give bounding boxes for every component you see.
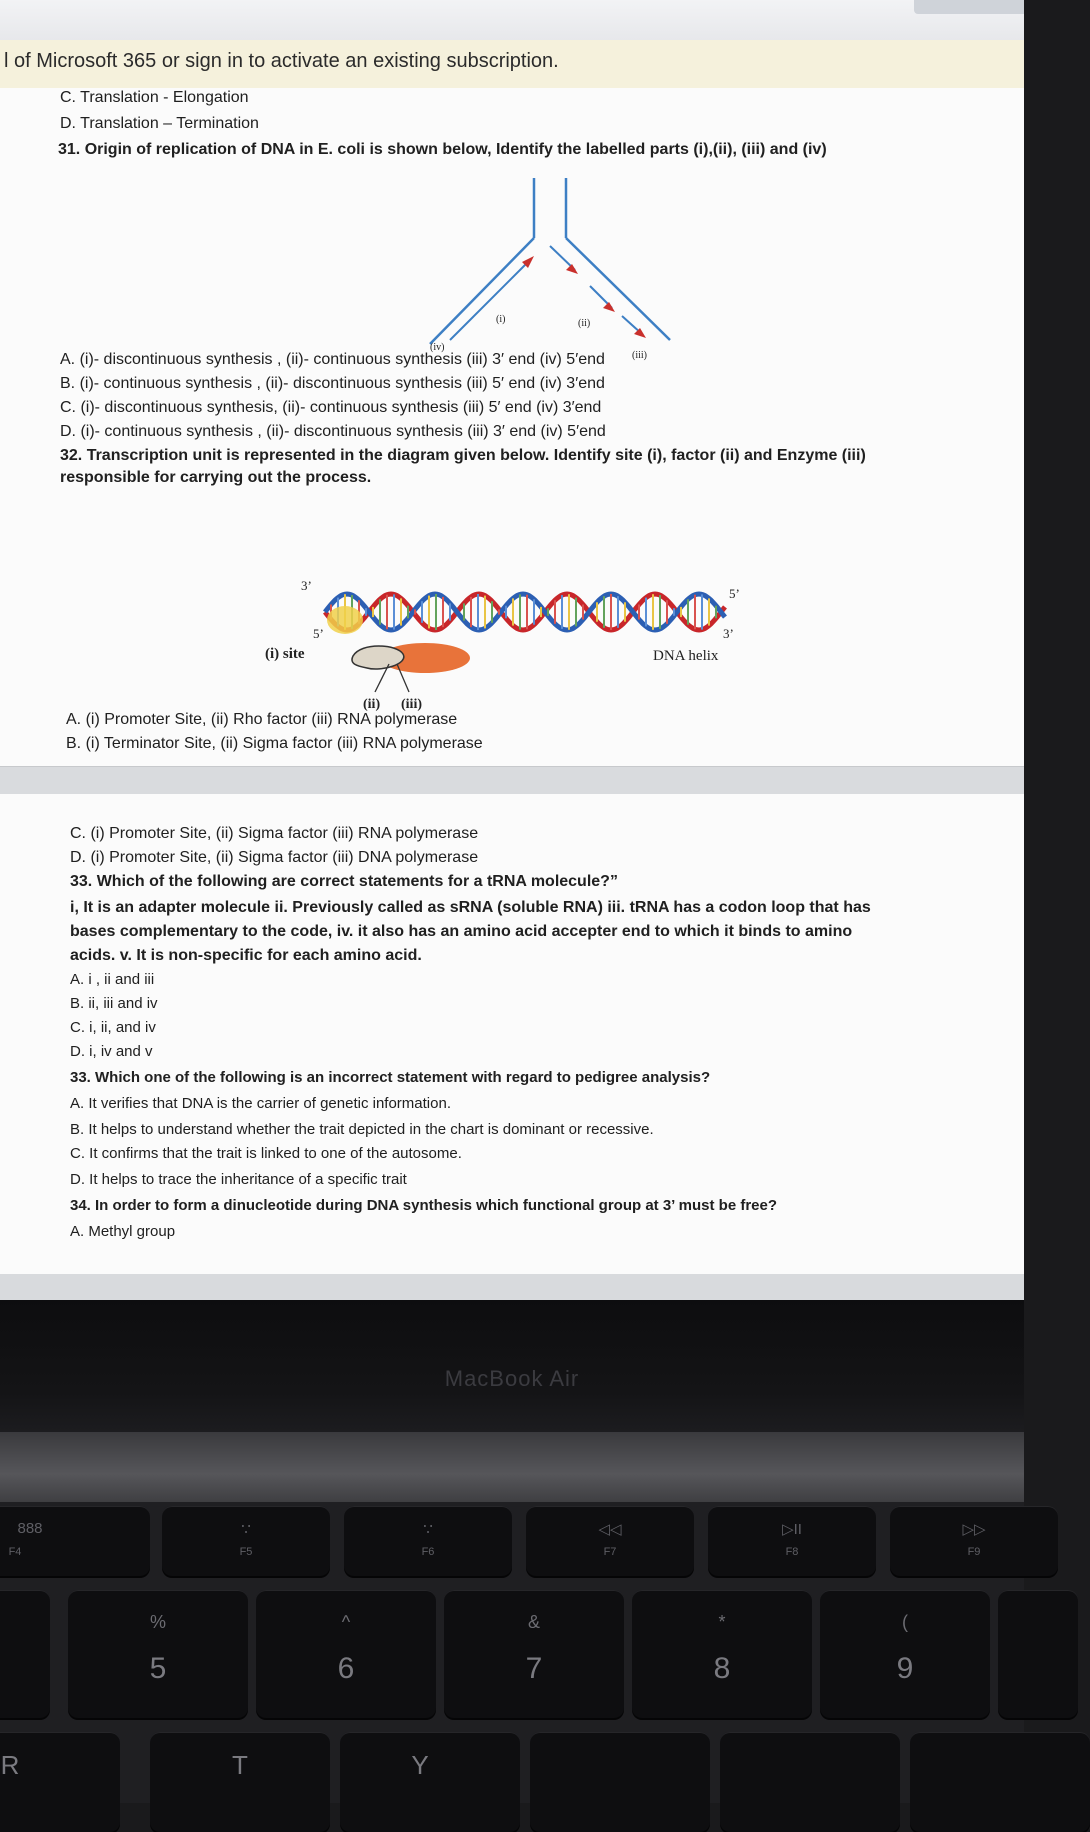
key-0-partial[interactable] [998,1590,1078,1718]
key-f7[interactable] [526,1506,694,1576]
key-f4-label: F4 [8,1546,22,1558]
trna-statements-line-2: bases complementary to the code, iv. it also has an amino acid accepter end to which it binds to amino [70,923,853,940]
trna-statements-line-1: i, It is an adapter molecule ii. Previously called as sRNA (soluble RNA) iii. tRNA has a codon loop that has [70,899,871,916]
q31-option-b: B. (i)- continuous synthesis , (ii)- discontinuous synthesis (iii) 5′ end (iv) 3′end [60,375,605,392]
label-dna-helix: DNA helix [653,648,719,664]
fast-forward-icon: ▷▷ [962,1521,986,1538]
option-31prev-c: C. Translation - Elongation [60,89,249,106]
key-5[interactable] [68,1590,248,1718]
key-5-shift-label: % [149,1612,166,1632]
pedigree-option-d: D. It helps to trace the inheritance of a specific trait [70,1171,407,1188]
promoter-region [327,606,363,634]
key-i[interactable] [720,1732,900,1832]
key-f6-label: F6 [421,1546,435,1558]
leading-strand [450,260,530,340]
key-f6[interactable] [344,1506,512,1576]
page-gap [0,766,1024,796]
q32-option-d: D. (i) Promoter Site, (ii) Sigma factor (iii) DNA polymerase [70,849,479,866]
key-u[interactable] [530,1732,710,1832]
key-f9[interactable] [890,1506,1058,1576]
key-6-label: 6 [337,1652,355,1685]
label-3prime-top: 3’ [301,578,312,593]
key-6[interactable] [256,1590,436,1718]
question-32-line-1: 32. Transcription unit is represented in the diagram given below. Identify site (i), factor (ii) and Enzyme (iii) [60,447,866,464]
label-3prime-right: 3’ [723,626,734,641]
key-7[interactable] [444,1590,624,1718]
activation-banner[interactable] [0,40,1024,89]
q32-option-c: C. (i) Promoter Site, (ii) Sigma factor (iii) RNA polymerase [70,825,479,842]
key-7-label: 7 [525,1652,543,1685]
key-7-shift-label: & [527,1612,540,1632]
key-o[interactable] [910,1732,1090,1832]
browser-toolbar [0,0,1024,41]
q33-option-b: B. ii, iii and iv [70,995,158,1012]
screen-bottom-edge [0,1274,1024,1300]
key-t-label: T [232,1750,248,1780]
key-8[interactable] [632,1590,812,1718]
key-6-shift-label: ^ [341,1612,351,1632]
keyboard-deck [0,1502,1024,1803]
launchpad-icon: 888 [17,1520,43,1537]
fork-strand-left-arm [430,238,534,344]
helix-base-pairs [331,594,716,630]
key-9-label: 9 [896,1652,914,1685]
key-8-label: 8 [713,1652,731,1685]
key-f5[interactable] [162,1506,330,1576]
question-34: 34. In order to form a dinucleotide during DNA synthesis which functional group at 3’ must be free? [70,1197,778,1214]
key-y[interactable] [340,1732,520,1832]
okazaki-arrow-2 [603,302,615,312]
okazaki-arrow-1 [566,264,578,274]
key-r-label: R [0,1750,20,1780]
key-f8-label: F8 [785,1546,799,1558]
key-f9-label: F9 [967,1546,981,1558]
q31-option-d: D. (i)- continuous synthesis , (ii)- discontinuous synthesis (iii) 3′ end (iv) 5′end [60,423,606,440]
keyboard-brightness-up-icon: ∵ [423,1521,433,1538]
pedigree-option-a: A. It verifies that DNA is the carrier of genetic information. [70,1095,451,1112]
document-page-2 [0,794,1024,1274]
key-f4[interactable] [0,1506,150,1576]
label-iii-enzyme: (iii) [401,697,422,712]
label-ii-factor: (ii) [363,697,381,712]
label-iii: (iii) [632,350,647,361]
key-9[interactable] [820,1590,990,1718]
label-i: (i) [496,314,506,325]
key-y-label: Y [411,1750,429,1780]
key-4-partial[interactable] [0,1590,50,1718]
label-ii: (ii) [578,318,591,329]
document-page-1 [0,88,1024,766]
q32-option-a: A. (i) Promoter Site, (ii) Rho factor (iii) RNA polymerase [66,711,458,728]
key-f7-label: F7 [603,1546,617,1558]
key-r[interactable] [0,1732,120,1832]
q33-option-d: D. i, iv and v [70,1043,153,1060]
label-5prime-right: 5’ [729,586,740,601]
q31-option-c: C. (i)- discontinuous synthesis, (ii)- continuous synthesis (iii) 5′ end (iv) 3′end [60,399,602,416]
option-31prev-d: D. Translation – Termination [60,115,259,132]
activation-banner-text: l of Microsoft 365 or sign in to activate an existing subscription. [4,50,559,72]
q33-option-a: A. i , ii and iii [70,971,155,988]
question-33-trna: 33. Which of the following are correct statements for a tRNA molecule?” [70,873,618,890]
label-site-i: (i) site [265,646,305,662]
play-pause-icon: ▷II [782,1521,802,1538]
key-t[interactable] [150,1732,330,1832]
key-5-label: 5 [149,1652,167,1685]
trna-statements-line-3: acids. v. It is non-specific for each amino acid. [70,947,422,964]
pedigree-option-b: B. It helps to understand whether the trait depicted in the chart is dominant or recessive. [70,1121,654,1138]
laptop-hinge [0,1432,1024,1502]
key-f5-label: F5 [239,1546,253,1558]
toolbar-corner [914,0,1024,14]
key-8-shift-label: * [718,1612,726,1632]
q31-option-a: A. (i)- discontinuous synthesis , (ii)- continuous synthesis (iii) 3′ end (iv) 5′end [60,351,605,368]
q32-option-b: B. (i) Terminator Site, (ii) Sigma factor (iii) RNA polymerase [66,735,483,752]
label-iv: (iv) [430,342,445,353]
question-32-line-2: responsible for carrying out the process. [60,469,372,486]
pedigree-option-c: C. It confirms that the trait is linked to one of the autosome. [70,1145,462,1162]
label-5prime-left: 5’ [313,626,324,641]
laptop-brand-label: MacBook Air [444,1366,580,1391]
sigma-factor-shape [352,646,404,669]
rewind-icon: ◁◁ [598,1521,622,1538]
q33-option-c: C. i, ii, and iv [70,1019,156,1036]
keyboard-brightness-down-icon: ∵ [241,1521,251,1538]
key-f8[interactable] [708,1506,876,1576]
q34-option-a: A. Methyl group [70,1223,176,1240]
question-31: 31. Origin of replication of DNA in E. coli is shown below, Identify the labelled parts (i),(ii), (iii) and (iv) [58,141,827,158]
key-9-shift-label: ( [902,1612,908,1632]
question-33-pedigree: 33. Which one of the following is an incorrect statement with regard to pedigree analysis? [70,1069,711,1086]
